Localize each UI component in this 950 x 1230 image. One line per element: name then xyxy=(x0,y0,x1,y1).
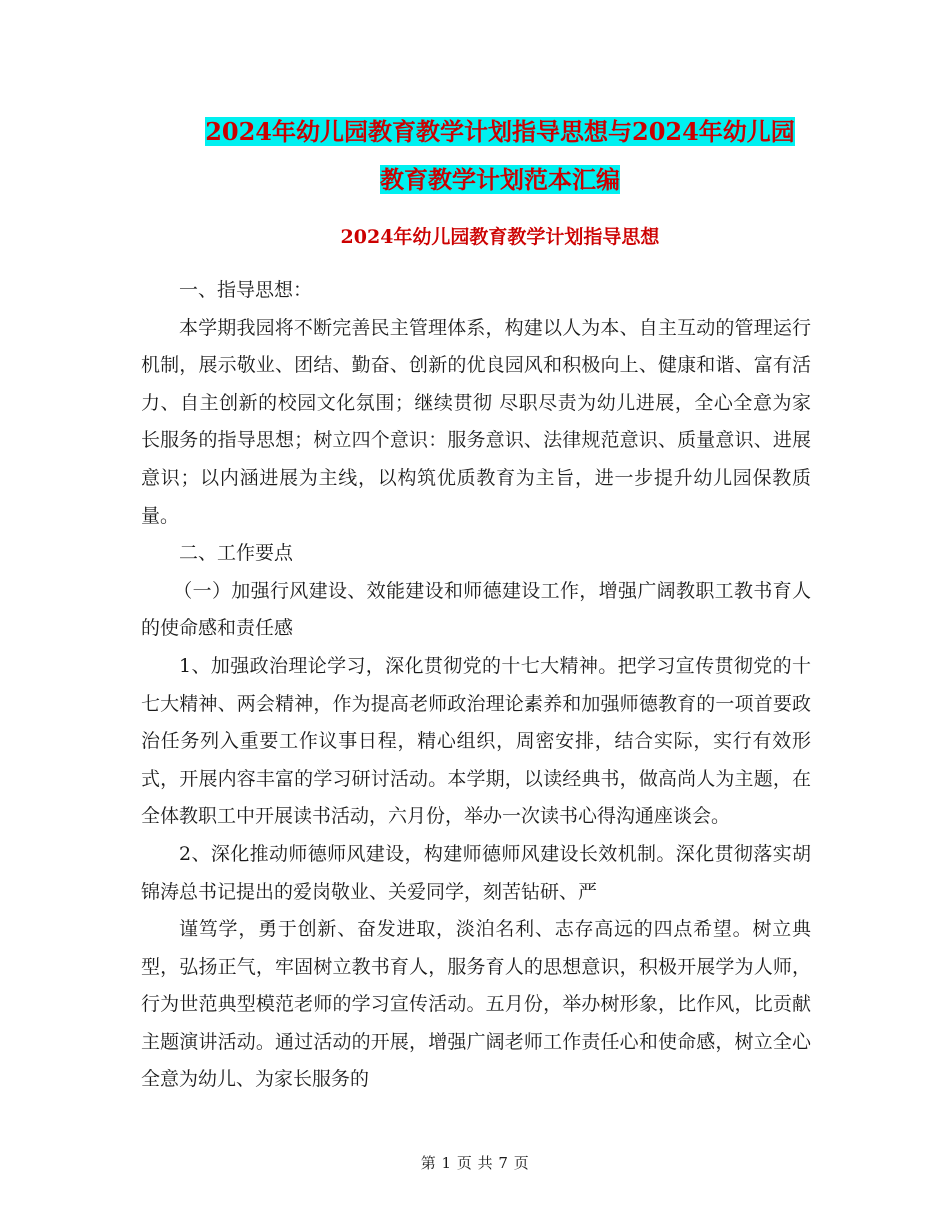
document-title-line-1: 2024年幼儿园教育教学计划指导思想与2024年幼儿园 xyxy=(205,117,795,146)
paragraph: 2、深化推动师德师风建设，构建师德师风建设长效机制。深化贯彻落实胡锦涛总书记提出的爱岗敬业、关爱同学，刻苦钻研、严 xyxy=(141,842,811,903)
paragraph: （一）加强行风建设、效能建设和师德建设工作，增强广阔教职工教书育人的使命感和责任感 xyxy=(141,579,811,640)
heading-guiding-thought: 一、指导思想： xyxy=(179,279,313,301)
paragraph: 本学期我园将不断完善民主管理体系，构建以人为本、自主互动的管理运行机制，展示敬业、团结、勤奋、创新的优良园风和积极向上、健康和谐、富有活力、自主创新的校园文化氛围；继续贯彻 尽职尽责为幼儿进展，全心全意为家长服务的指导思想；树立四个意识：服务意识、法律规范意识、质量意识、进展意识；以内涵进展为主线，以构筑优质教育为主旨，进一步提升幼儿园保教质量。 xyxy=(141,316,811,527)
heading-work-points: 二、工作要点 xyxy=(179,542,294,565)
document-body xyxy=(141,272,811,1099)
page-footer: 第 1 页 共 7 页 xyxy=(420,1154,530,1172)
document-title-line-2: 教育教学计划范本汇编 xyxy=(380,165,620,194)
section-title: 2024年幼儿园教育教学计划指导思想 xyxy=(340,226,660,248)
paragraph: 谨笃学，勇于创新、奋发进取，淡泊名利、志存高远的四点希望。树立典型，弘扬正气，牢固树立教书育人，服务育人的思想意识，积极开展学为人师，行为世范典型模范老师的学习宣传活动。五月份，举办树形象，比作风，比贡献主题演讲活动。通过活动的开展，增强广阔老师工作责任心和使命感，树立全心全意为幼儿、为家长服务的 xyxy=(141,918,811,1091)
document-title xyxy=(140,108,860,204)
paragraph: 1、加强政治理论学习，深化贯彻党的十七大精神。把学习宣传贯彻党的十七大精神、两会精神，作为提高老师政治理论素养和加强师德教育的一项首要政治任务列入重要工作议事日程，精心组织，周密安排，结合实际，实行有效形式，开展内容丰富的学习研讨活动。本学期，以读经典书，做高尚人为主题，在全体教职工中开展读书活动，六月份，举办一次读书心得沟通座谈会。 xyxy=(141,654,811,828)
